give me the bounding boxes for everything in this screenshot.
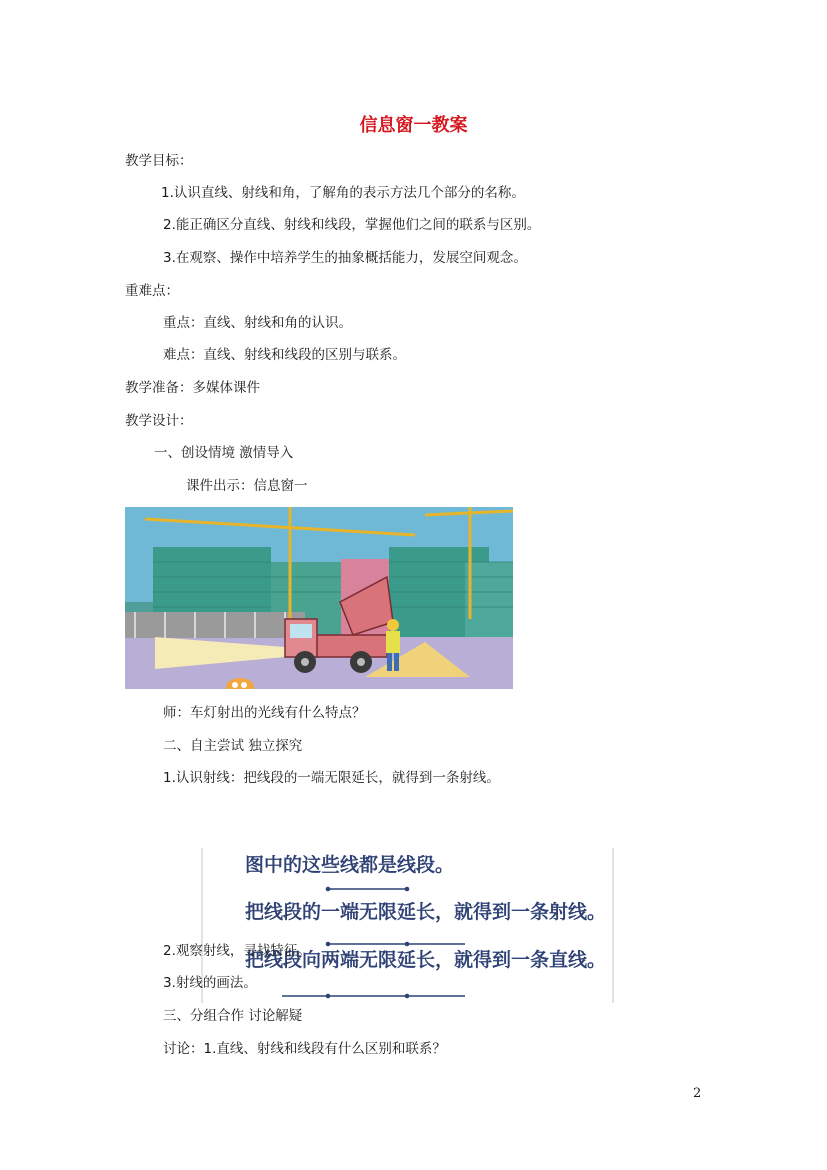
- construction-site-illustration: [125, 507, 513, 689]
- keypoints-heading: 重难点：: [125, 283, 179, 299]
- teacher-question: 师：车灯射出的光线有什么特点？: [163, 705, 366, 721]
- section-heading: 二、自主尝试 独立探究: [163, 738, 303, 754]
- step-item: 2.观察射线，寻找特征。: [163, 943, 311, 959]
- page-number: 2: [693, 1086, 702, 1101]
- section-heading: 一、创设情境 激情导入: [154, 445, 294, 461]
- objective-item: 1.认识直线、射线和角，了解角的表示方法几个部分的名称。: [161, 185, 525, 201]
- difficult-point: 难点：直线、射线和线段的区别与联系。: [163, 347, 406, 363]
- document-title: 信息窗一教案: [359, 115, 468, 136]
- discussion-item: 讨论：1.直线、射线和线段有什么区别和联系？: [163, 1041, 446, 1057]
- preparation: 教学准备：多媒体课件: [125, 380, 260, 396]
- courseware-line: 课件出示：信息窗一: [186, 478, 308, 494]
- step-item: 3.射线的画法。: [163, 975, 257, 991]
- step-item: 1.认识射线：把线段的一端无限延长，就得到一条射线。: [163, 770, 500, 786]
- objective-item: 3.在观察、操作中培养学生的抽象概括能力，发展空间观念。: [163, 250, 527, 266]
- key-point: 重点：直线、射线和角的认识。: [163, 315, 352, 331]
- figure-text: 把线段向两端无限延长，就得到一条直线。: [245, 949, 607, 971]
- objective-item: 2.能正确区分直线、射线和线段，掌握他们之间的联系与区别。: [163, 217, 541, 233]
- design-heading: 教学设计：: [125, 413, 193, 429]
- figure-text: 把线段的一端无限延长，就得到一条射线。: [245, 901, 607, 923]
- line-ray-segment-figure: [200, 845, 615, 1010]
- section-heading: 三、分组合作 讨论解疑: [163, 1008, 303, 1024]
- objectives-heading: 教学目标：: [125, 153, 193, 169]
- figure-text: 图中的这些线都是线段。: [245, 854, 455, 876]
